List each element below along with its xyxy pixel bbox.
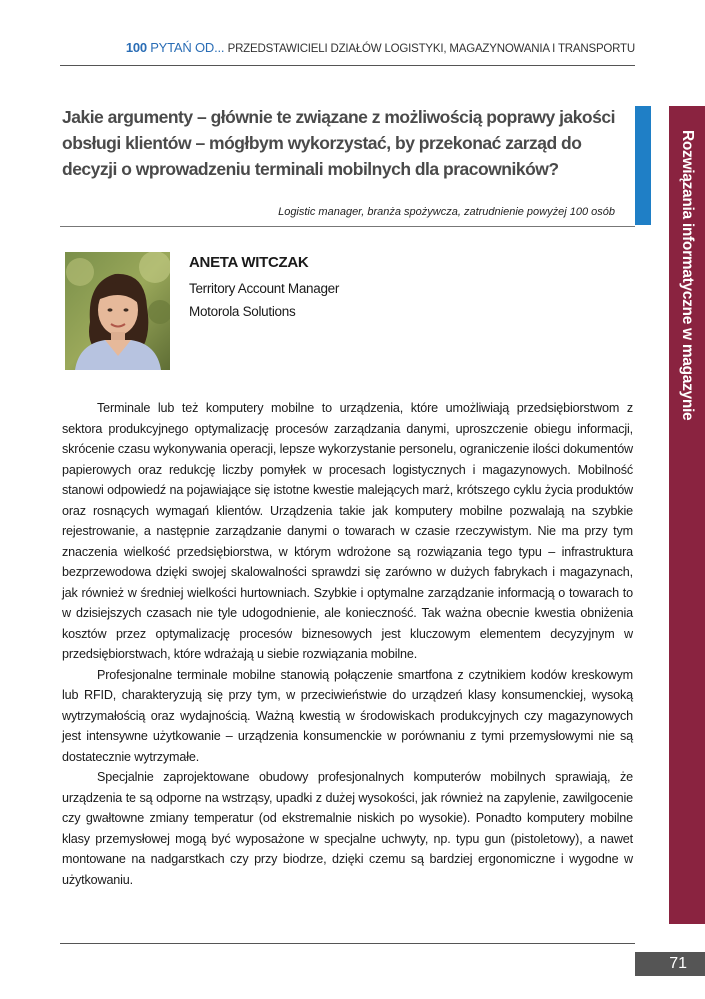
question-divider [60,226,635,227]
article-body [62,398,633,890]
question-accent-bar [635,106,651,225]
author-photo [65,252,170,370]
section-sidebar [669,106,705,924]
body-paragraph: Specjalnie zaprojektowane obudowy profesjonalnych komputerów mobilnych sprawiają, że urządzenia te są odporne na wstrząsy, upadki z dużej wysokości, jak również na zapylenie, zawilgocenie czy gwałtowne zmiany temperatur (od ekstremalnie niskich po wysokie). Ponadto komputery mobilne klasy przemysłowej mogą być wyposażone w specjalne uchwyty, np. typu gun (pistoletowy), a nawet montowane na nadgarstkach czy przy biodrze, dzięki czemu są bardziej ergonomiczne i wygodne w użytkowaniu. [62,770,633,887]
footer-divider [60,943,635,944]
header-number: 100 [125,40,147,55]
header-divider [60,65,635,66]
author-company: Motorola Solutions [189,304,296,319]
body-paragraph: Terminale lub też komputery mobilne to urządzenia, które umożliwiają przedsiębiorstwom z sektora produkcyjnego optymalizację procesów zarządzania danymi, uproszczenie obiegu informacji, skrócenie czasu wykonywania operacji, lepsze wykorzystanie personelu, ograniczenie ilości dokumentów papierowych oraz redukcję liczby pomyłek w procesach logistycznych i magazynowych. Mobilność stanowi odpowiedź na pojawiające się istotne kwestie malejących marż, krótszego cyklu życia produktów oraz rosnących wymagań klientów. Urządzenia takie jak komputery mobilne pozwalają na szybkie rejestrowanie, a następnie zarządzanie danymi o towarach w czasie rzeczywistym. Nie ma przy tym znaczenia wielkość przedsiębiorstwa, w którym wdrożone są rozwiązania tego typu – infrastruktura bezprzewodowa dzięki swojej skalowalności sprawdzi się zarówno w dużych fabrykach i magazynach, jak również w średniej wielkości hurtowniach. Szybkie i optymalne zarządzanie informacją o towarach to w dzisiejszych czasach nie tyle udogodnienie, ale konieczność. Tak ważna obecnie kwestia obniżenia kosztów przez optymalizację procesów biznesowych jest kluczowym elementem decyzyjnym w przedsiębiorstwach, które wdrażają u siebie rozwiązania mobilne. [62,401,633,661]
running-header [60,40,635,64]
sidebar-label: Rozwiązania informatyczne w magazynie [679,130,696,421]
author-role: Territory Account Manager [189,281,340,296]
portrait-image [65,252,170,370]
author-name: ANETA WITCZAK [189,254,309,271]
header-accent: PYTAŃ OD... [150,40,225,55]
body-paragraph: Profesjonalne terminale mobilne stanowią połączenie smartfona z czytnikiem kodów kreskowym lub RFID, charakteryzują się przy tym, w przeciwieństwie do urządzeń klasy konsumenckiej, wysoką wytrzymałością oraz wydajnością. Ważną kwestią w środowiskach produkcyjnych czy magazynowych jest intensywne użytkowanie – urządzenia konsumenckie w porównaniu z tymi przemysłowymi nie są dostatecznie wytrzymałe. [62,667,633,764]
page-number: 71 [635,952,705,976]
question-attribution: Logistic manager, branża spożywcza, zatrudnienie powyżej 100 osób [278,206,615,218]
question-heading: Jakie argumenty – głównie te związane z możliwością poprawy jakości obsługi klientów – mógłbym wykorzystać, by przekonać zarząd do decyzji o wprowadzeniu terminali mobilnych dla pracowników? [62,107,615,179]
header-title: PRZEDSTAWICIELI DZIAŁÓW LOGISTYKI, MAGAZYNOWANIA I TRANSPORTU [227,43,635,55]
